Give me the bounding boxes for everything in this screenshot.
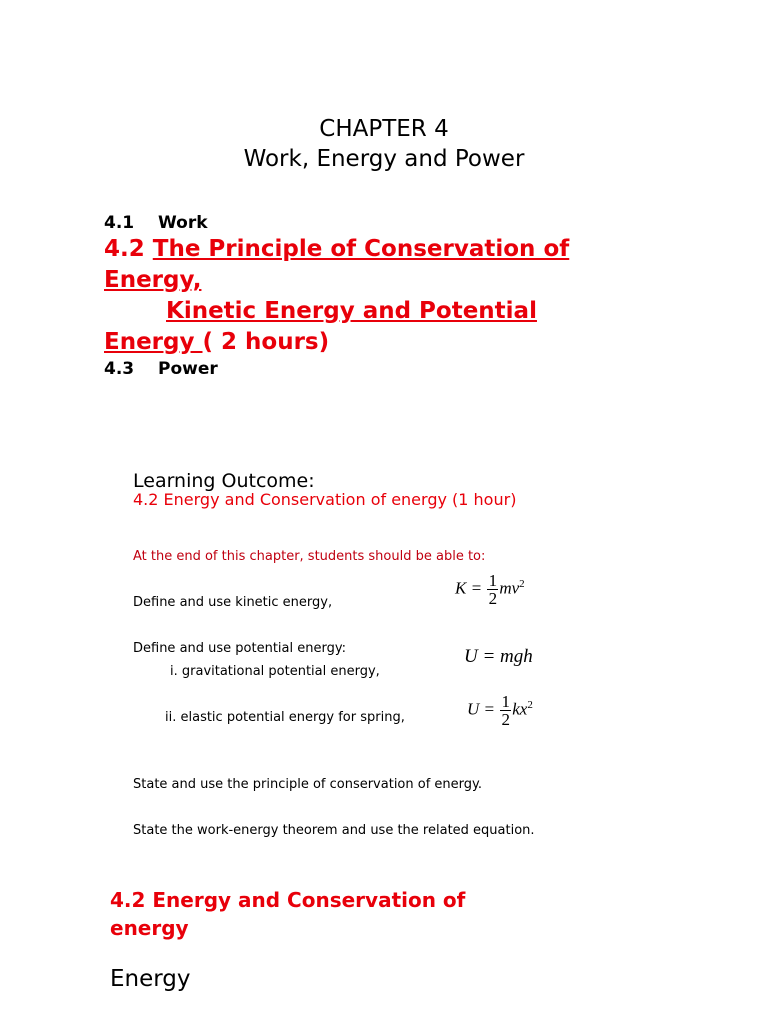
outline-number: 4.1 xyxy=(104,213,135,233)
chapter-number: CHAPTER 4 xyxy=(319,116,449,142)
outcome-potential: Define and use potential energy: xyxy=(133,641,346,656)
fraction xyxy=(487,572,498,607)
outline-label: Work xyxy=(158,213,208,233)
outline-link-kinetic[interactable]: Kinetic Energy and Potential xyxy=(166,298,537,324)
learning-outcome-title: Learning Outcome: xyxy=(133,470,315,492)
outline-number: 4.2 xyxy=(104,236,145,262)
outline-link-conservation[interactable]: The Principle of Conservation of xyxy=(152,236,570,262)
equation-lhs: K = xyxy=(455,578,483,598)
fraction xyxy=(500,693,511,728)
outline-link-energy-2[interactable]: Energy xyxy=(104,329,203,355)
fraction-denominator: 2 xyxy=(488,589,498,608)
outcome-kinetic: Define and use kinetic energy, xyxy=(133,595,333,610)
equation-lhs: U = xyxy=(467,699,495,719)
exponent: 2 xyxy=(519,577,525,590)
fraction-denominator: 2 xyxy=(501,710,510,729)
outcome-conservation: State and use the principle of conservation of energy. xyxy=(133,777,482,792)
learning-outcome-subtitle: 4.2 Energy and Conservation of energy (1 hour) xyxy=(133,490,517,509)
gravitational-equation: U = mgh xyxy=(464,646,533,667)
outline-link-energy[interactable]: Energy, xyxy=(104,267,202,293)
fraction-numerator: 1 xyxy=(488,571,498,590)
outline-number: 4.3 xyxy=(104,359,135,379)
duration-label: ( 2 hours) xyxy=(202,329,330,355)
chapter-title: Work, Energy and Power xyxy=(243,146,525,172)
learning-intro: At the end of this chapter, students should be able to: xyxy=(133,549,486,564)
outcome-gravitational: i. gravitational potential energy, xyxy=(170,664,380,679)
section-heading: 4.2 Energy and Conservation of energy xyxy=(110,888,466,940)
outline-item-power xyxy=(104,359,218,379)
outline-item-duration xyxy=(104,329,329,355)
elastic-energy-equation xyxy=(467,693,533,728)
outline-item-work xyxy=(104,213,208,233)
section-subheading: Energy xyxy=(110,966,191,992)
kinetic-energy-equation xyxy=(455,572,525,607)
outcome-work-energy: State the work-energy theorem and use the related equation. xyxy=(133,823,535,838)
equation-rhs: kx xyxy=(512,699,528,719)
fraction-numerator: 1 xyxy=(501,692,510,711)
outline-label: Power xyxy=(158,359,218,379)
exponent: 2 xyxy=(527,698,533,711)
equation-rhs: mv xyxy=(499,578,520,598)
outline-item-conservation xyxy=(104,236,569,262)
outcome-elastic: ii. elastic potential energy for spring, xyxy=(165,710,405,725)
